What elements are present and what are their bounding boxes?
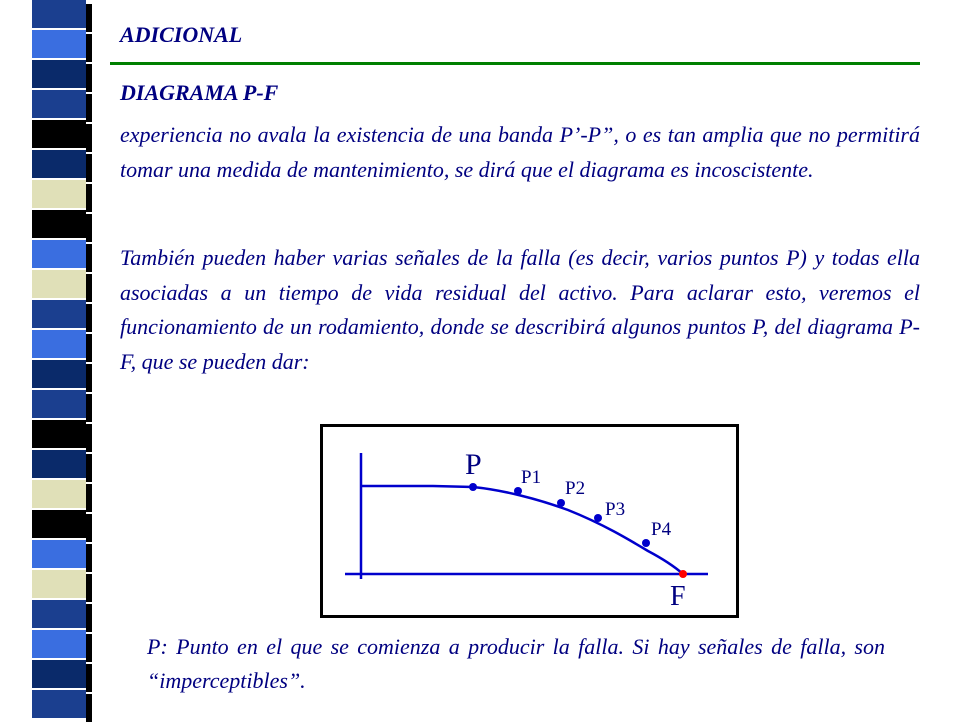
label-F: F — [670, 581, 686, 612]
label-P: P — [465, 448, 482, 481]
strip-shadow — [86, 424, 92, 452]
point-F — [679, 570, 687, 578]
slide-subtitle: DIAGRAMA P-F — [120, 80, 279, 105]
strip-shadow — [86, 34, 92, 62]
label-P3: P3 — [605, 499, 626, 520]
strip-shadow — [86, 514, 92, 542]
strip-block — [32, 60, 86, 88]
strip-block — [32, 570, 86, 598]
strip-block — [32, 420, 86, 448]
title-divider — [110, 62, 920, 65]
strip-shadow — [86, 154, 92, 182]
strip-shadow — [86, 64, 92, 92]
strip-block — [32, 660, 86, 688]
strip-shadow — [86, 94, 92, 122]
strip-block — [32, 180, 86, 208]
label-P2: P2 — [565, 478, 586, 499]
strip-block — [32, 540, 86, 568]
strip-block — [32, 690, 86, 718]
strip-shadow — [86, 604, 92, 632]
strip-shadow — [86, 244, 92, 272]
caption: P: Punto en el que se comienza a producir la falla. Si hay señales de falla, son “imperceptibles”. — [147, 634, 885, 693]
strip-shadow — [86, 694, 92, 722]
strip-shadow — [86, 574, 92, 602]
strip-block — [32, 150, 86, 178]
strip-block — [32, 270, 86, 298]
pf-diagram — [320, 424, 739, 618]
paragraph-1: experiencia no avala la existencia de una banda P’-P”, o es tan amplia que no permitirá tomar una medida de mantenimiento, se dirá que el diagrama es incoscistente. — [120, 122, 920, 182]
point-P — [469, 483, 477, 491]
strip-block — [32, 240, 86, 268]
strip-shadow — [86, 214, 92, 242]
strip-block — [32, 390, 86, 418]
strip-block — [32, 300, 86, 328]
pf-diagram-canvas — [323, 427, 736, 615]
strip-shadow — [86, 364, 92, 392]
point-P1 — [514, 487, 522, 495]
strip-block — [32, 120, 86, 148]
label-P1: P1 — [521, 467, 542, 488]
strip-block — [32, 30, 86, 58]
point-P2 — [557, 499, 565, 507]
strip-block — [32, 210, 86, 238]
strip-block — [32, 450, 86, 478]
strip-shadow — [86, 544, 92, 572]
strip-shadow — [86, 484, 92, 512]
strip-block — [32, 480, 86, 508]
section-title: ADICIONAL — [120, 22, 243, 47]
point-P3 — [594, 514, 602, 522]
paragraph-2: También pueden haber varias señales de la falla (es decir, varios puntos P) y todas ella asociadas a un tiempo de vida residual del activo. Para aclarar esto, veremos el funcionamiento de un rodamiento, donde se describirá algunos puntos P, del diagrama P-F, que se pueden dar: — [120, 245, 920, 374]
strip-shadow — [86, 634, 92, 662]
point-P4 — [642, 539, 650, 547]
strip-block — [32, 360, 86, 388]
strip-block — [32, 90, 86, 118]
strip-shadow — [86, 124, 92, 152]
strip-block — [32, 510, 86, 538]
strip-shadow — [86, 454, 92, 482]
strip-block — [32, 330, 86, 358]
strip-block — [32, 0, 86, 28]
strip-shadow — [86, 304, 92, 332]
strip-shadow — [86, 334, 92, 362]
decorative-strip — [0, 0, 110, 720]
strip-shadow — [86, 274, 92, 302]
strip-shadow — [86, 184, 92, 212]
strip-block — [32, 630, 86, 658]
strip-shadow — [86, 394, 92, 422]
pf-curve — [361, 486, 683, 574]
strip-shadow — [86, 4, 92, 32]
strip-shadow — [86, 664, 92, 692]
label-P4: P4 — [651, 519, 672, 540]
strip-block — [32, 600, 86, 628]
